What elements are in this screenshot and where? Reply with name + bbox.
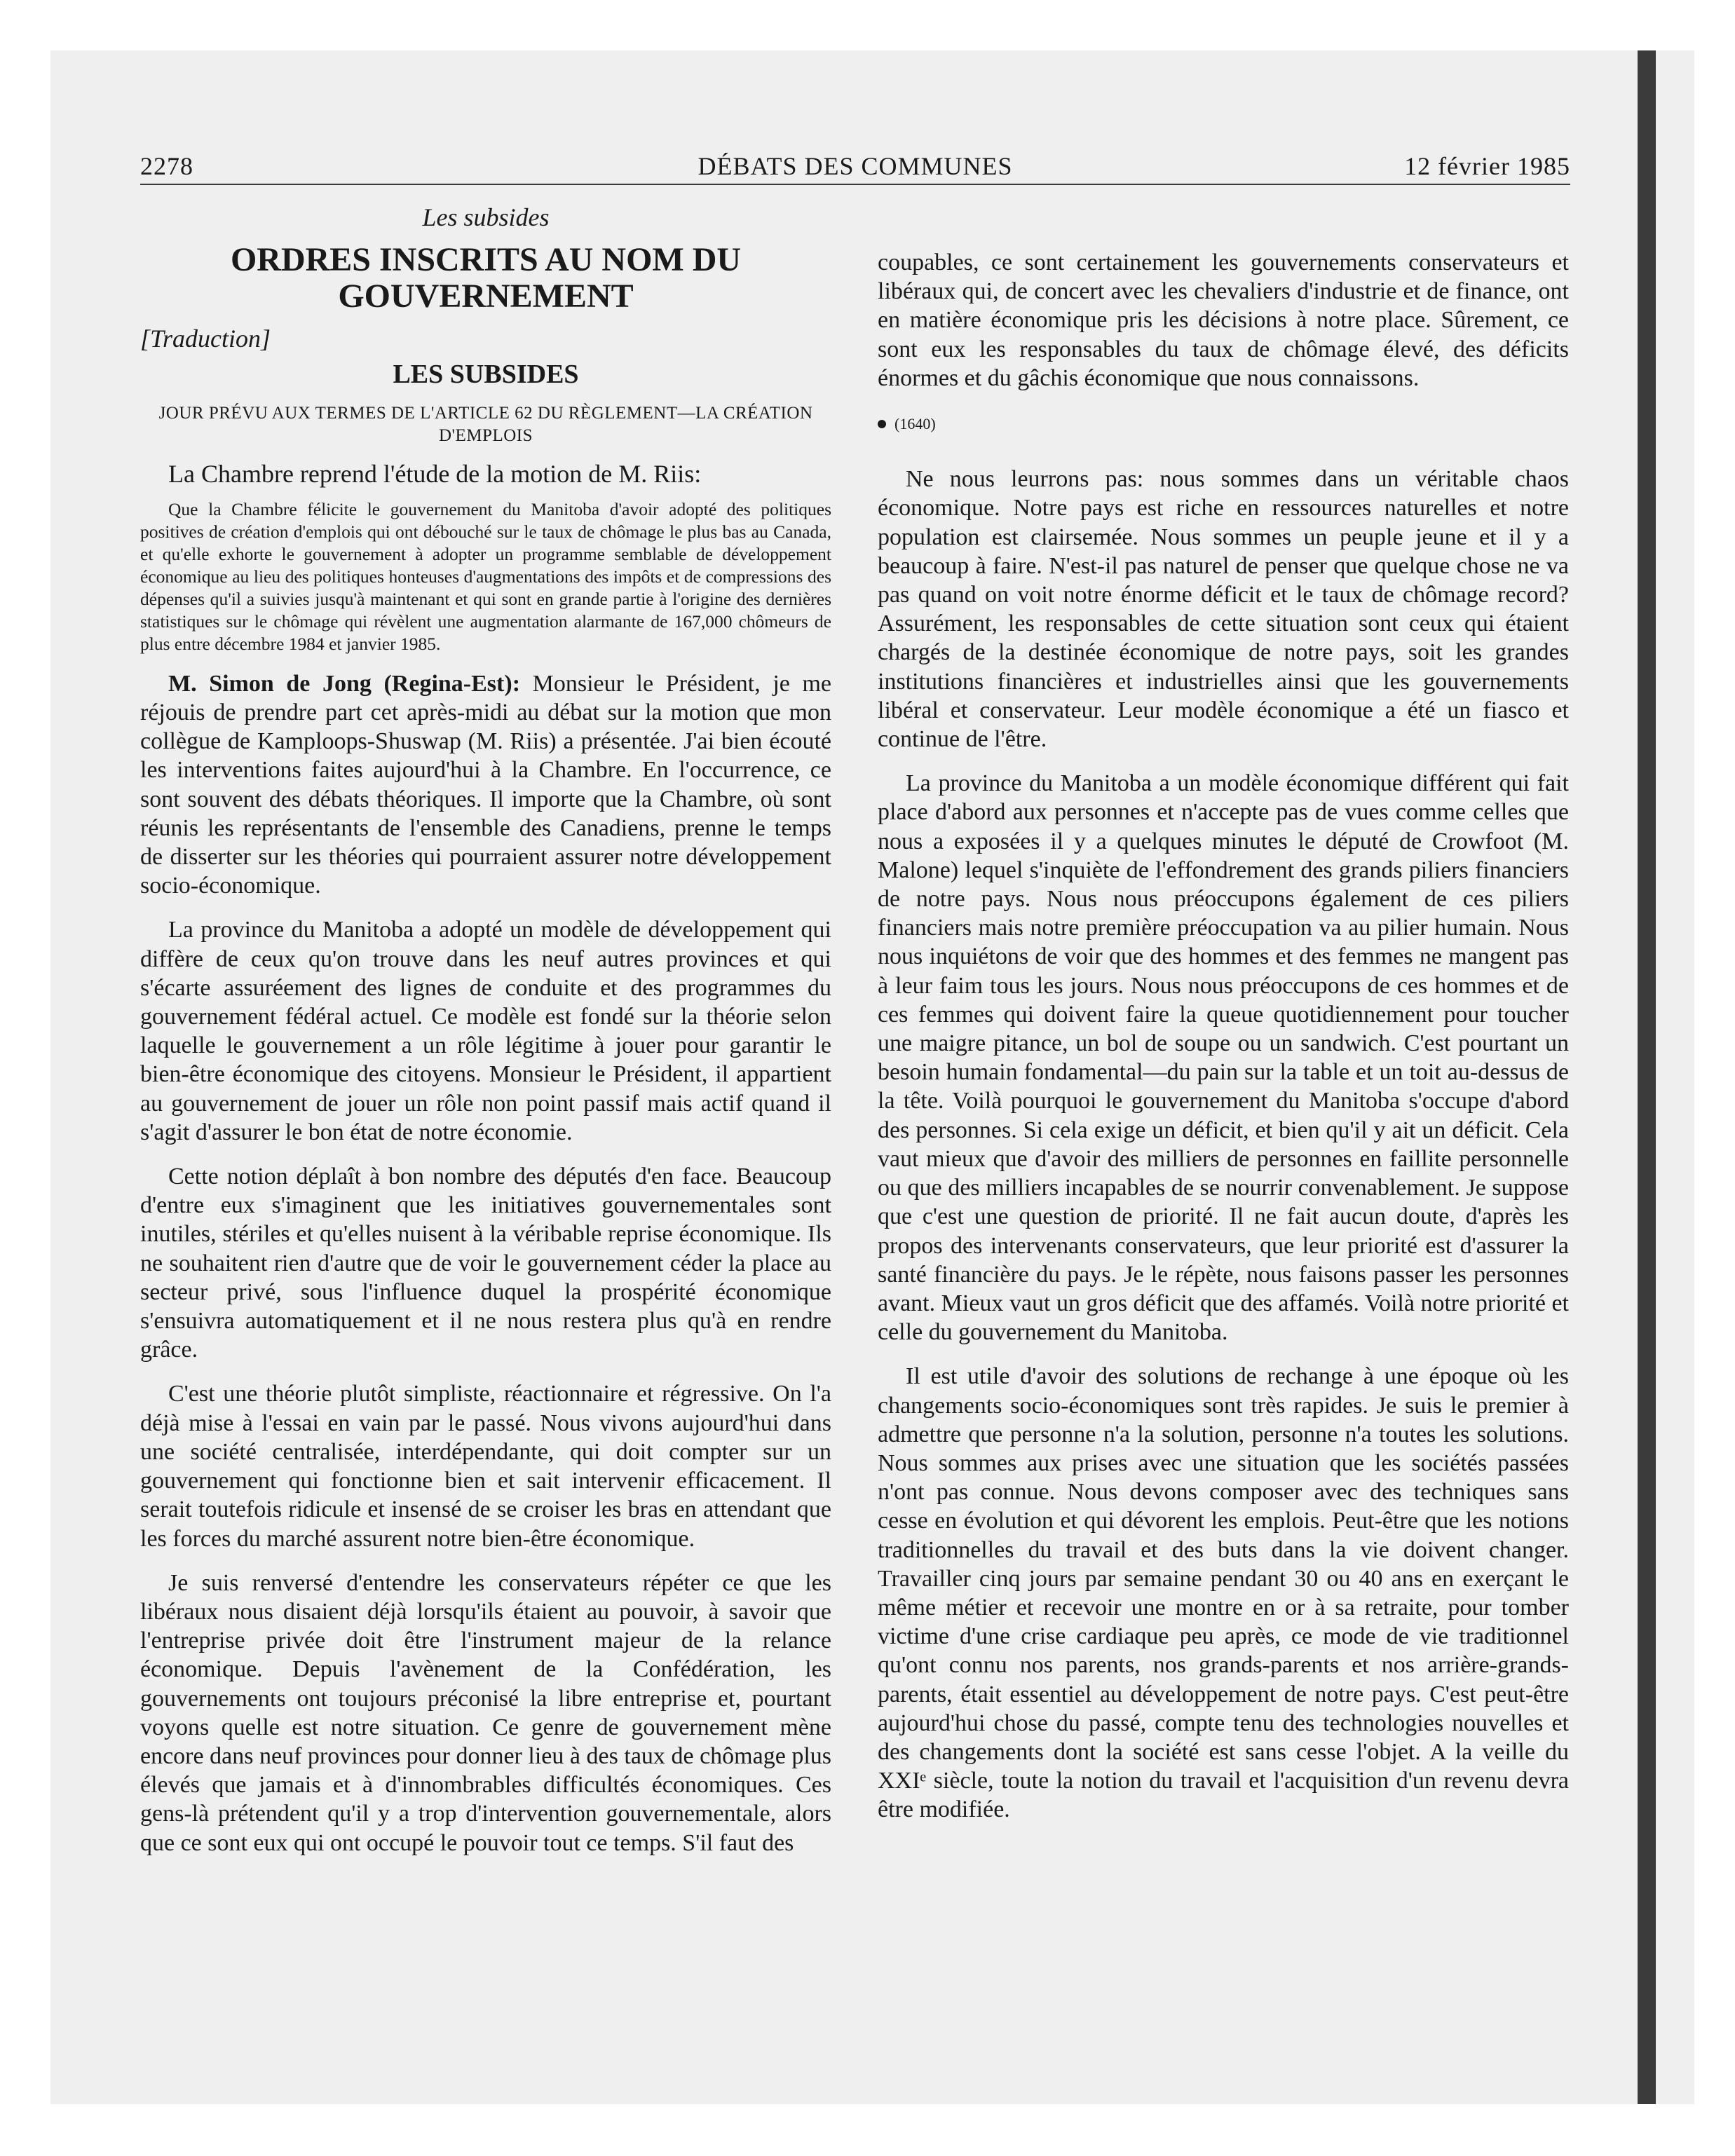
speech-opening [140, 669, 831, 901]
page-number: 2278 [140, 152, 193, 180]
continuation-paragraph: coupables, ce sont certainement les gouvernements conservateurs et libéraux qui, de concert avec les chevaliers d'industrie et de finance, ont en matière économique pris les décisions à notre place. Sûrement, ce sont eux les responsables du taux de chômage élevé, des déficits énormes et du gâchis économique que nous connaissons. [878, 250, 1569, 391]
page-header [140, 150, 1570, 185]
paragraph: La province du Manitoba a un modèle économique différent qui fait place d'abord aux personnes et n'accepte pas de vues comme celles que nous a exposées il y a quelques minutes le député de Crowfoot (M. Malone) lequel s'inquiète de l'effondrement des grands piliers financiers de notre pays. Nous nous préoccupons également de ces piliers financiers mais notre première préoccupation va au pilier humain. Nous nous inquiétons de voir que des hommes et des femmes ne mangent pas à leur faim tous les jours. Nous nous préoccupons de ces hommes et de ces femmes qui doivent faire la queue quotidiennement pour toucher une maigre pitance, un bol de soupe ou un sandwich. C'est pourtant un besoin humain fondamental—du pain sur la table et un toit au-dessus de la tête. Voilà pourquoi le gouvernement du Manitoba s'occupe d'abord des personnes. Si cela exige un déficit, et bien qu'il y ait un déficit. Cela vaut mieux que d'avoir des milliers de personnes en faillite personnelle ou que des milliers incapables de se nourrir convenablement. Je suppose que c'est une question de priorité. Il ne fait aucun doute, d'après les propos des intervenants conservateurs, que leur priorité est d'assurer la santé financière du pays. Je le répète, nous faisons passer les personnes avant. Mieux vaut un gros déficit que des affamés. Voilà notre priorité et celle du gouvernement du Manitoba. [878, 770, 1569, 1346]
translation-note: [Traduction] [140, 325, 271, 353]
paragraph: Je suis renversé d'entendre les conservateurs répéter ce que les libéraux nous disaient déjà lorsqu'ils étaient au pouvoir, à savoir que l'entreprise privée doit être l'instrument majeur de la relance économique. Depuis l'avènement de la Confédération, les gouvernements ont toujours préconisé la libre entreprise et, pourtant voyons quelle est notre situation. Ce genre de gouvernement mène encore dans neuf provinces pour donner lieu à des taux de chômage plus élevés que jamais et à d'innombrables difficultés économiques. Ces gens-là prétendent qu'il y a trop d'intervention gouvernementale, alors que ce sont eux qui ont occupé le pouvoir tout ce temps. S'il faut des [140, 1569, 831, 1856]
speaker-name: M. Simon de Jong (Regina-Est): [168, 670, 521, 697]
right-column [878, 248, 1569, 1840]
paragraph: Cette notion déplaît à bon nombre des députés d'en face. Beaucoup d'entre eux s'imaginent que les initiatives gouvernementales sont inutiles, stériles et qu'elles nuisent à la véribable reprise économique. Ils ne souhaitent rien d'autre que de voir le gouvernement céder la place au secteur privé, sous l'influence duquel la prospérité économique s'ensuivra automatiquement et il ne nous restera plus qu'à en rendre grâce. [140, 1164, 831, 1363]
bullet-icon [878, 420, 886, 428]
left-column [140, 203, 831, 1873]
paragraph: C'est une théorie plutôt simpliste, réactionnaire et régressive. On l'a déjà mise à l'essai en vain par le passé. Nous vivons aujourd'hui dans une société centralisée, interdépendante, qui doit compter sur un gouvernement qui fonctionne bien et sait intervenir efficacement. Il serait toutefois ridicule et insensé de se croiser les bras en attendant que les forces du marché assurent notre bien-être économique. [140, 1381, 831, 1552]
binding-strip [1638, 50, 1656, 2104]
motion-lead: La Chambre reprend l'étude de la motion de M. Riis: [168, 459, 702, 488]
section-kicker: Les subsides [422, 203, 550, 231]
motion-text: Que la Chambre félicite le gouvernement du Manitoba d'avoir adopté des politiques positives de création d'emplois qui ont débouché sur le taux de chômage le plus bas au Canada, et qu'elle exhorte le gouvernement à adopter un programme semblable de développement économique au lieu des politiques honteuses d'augmentations des impôts et de compressions des dépenses qu'il a suivies jusqu'à maintenant et qui sont en grande partie à l'origine des dernières statistiques sur le chômage qui révèlent une augmentation alarmante de 167,000 chômeurs de plus entre décembre 1984 et janvier 1985. [140, 498, 831, 654]
paragraph: Ne nous leurrons pas: nous sommes dans un véritable chaos économique. Notre pays est riche en ressources naturelles et notre population est clairsemée. Nous sommes un peuple jeune et il y a beaucoup à faire. N'est-il pas naturel de penser que quelque chose ne va pas quand on voit notre énorme déficit et le taux de chômage record? Assurément, les responsables de cette situation sont ceux qui étaient chargés de la destinée économique de notre pays, soit les grandes institutions financières et industrielles ainsi que les gouvernements libéral et conservateur. Leur modèle économique a été un fiasco et continue de l'être. [878, 466, 1569, 753]
order-heading: JOUR PRÉVU AUX TERMES DE L'ARTICLE 62 DU RÈGLEMENT—LA CRÉATION D'EMPLOIS [158, 403, 813, 445]
time-marker-label: (1640) [894, 415, 936, 433]
speech-opening-text: Monsieur le Président, je me réjouis de prendre part cet après-midi au débat sur la motion que mon collègue de Kamploops-Shuswap (M. Riis) a présentée. J'ai bien écouté les interventions faites aujourd'hui à la Chambre. En l'occurrence, ce sont souvent des débats théoriques. Il importe que la Chambre, où sont réunis les représentants de l'ensemble des Canadiens, prenne le temps de disserter sur les théories qui pourraient assurer notre développement socio-économique. [140, 670, 831, 899]
paragraph: La province du Manitoba a adopté un modèle de développement qui diffère de ceux qu'on trouve dans les neuf autres provinces et qui s'écarte assuréement des lignes de conduite et des programmes du gouvernement fédéral actuel. Ce modèle est fondé sur la théorie selon laquelle le gouvernement a un rôle légitime à jouer pour garantir le bien-être économique des citoyens. Monsieur le Président, il appartient au gouvernement de jouer un rôle non point passif mais actif quand il s'agit d'assurer le bon état de notre économie. [140, 917, 831, 1145]
publication-title: DÉBATS DES COMMUNES [698, 152, 1013, 180]
sub-title: LES SUBSIDES [393, 360, 579, 390]
time-marker [878, 409, 1569, 438]
page-date: 12 février 1985 [1404, 152, 1570, 180]
main-title: ORDRES INSCRITS AU NOM DU GOUVERNEMENT [230, 241, 742, 315]
paragraph: Il est utile d'avoir des solutions de rechange à une époque où les changements socio-économiques sont très rapides. Je suis le premier à admettre que personne n'a la solution, personne n'a toutes les solutions. Nous sommes aux prises avec une situation que les sociétés passées n'ont pas connue. Nous devons composer avec des techniques sans cesse en évolution et qui dévorent les emplois. Peut-être que les notions traditionnelles du travail et des buts dans la vie doivent changer. Travailler cinq jours par semaine pendant 30 ou 40 ans en exerçant le même métier et recevoir une montre en or à sa retraite, pour tomber victime d'une crise cardiaque peu après, ce mode de vie traditionnel qu'ont connu nos parents, nos grands-parents et nos arrière-grands-parents, était essentiel au développement de notre pays. C'est peut-être aujourd'hui chose du passé, compte tenu des technologies nouvelles et des changements dont la société est sans cesse l'objet. A la veille du XXIᵉ siècle, toute la notion du travail et l'acquisition d'un revenu devra être modifiée. [878, 1363, 1569, 1823]
